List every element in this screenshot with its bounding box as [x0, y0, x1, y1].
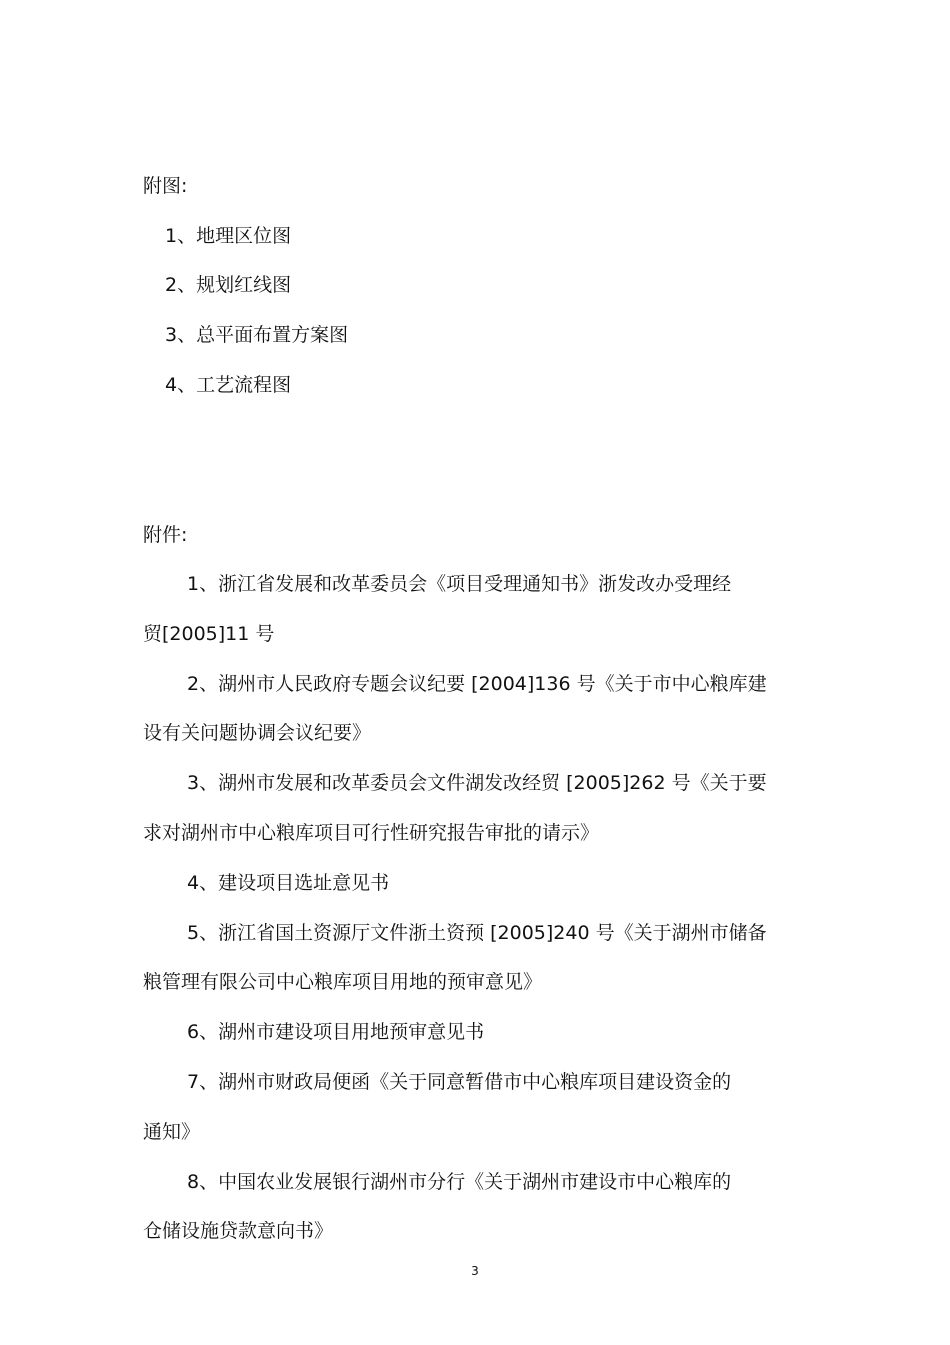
attachment-line-continued: 粮管理有限公司中心粮库项目用地的预审意见》 [143, 971, 543, 993]
attachment-line: 7、湖州市财政局便函《关于同意暂借市中心粮库项目建设资金的 [187, 1071, 732, 1093]
page-number: 3 [471, 1264, 479, 1278]
figure-item-1: 1、地理区位图 [165, 225, 292, 247]
attachment-line: 3、湖州市发展和改革委员会文件湖发改经贸 [2005]262 号《关于要 [187, 772, 767, 794]
attachment-line-continued: 设有关问题协调会议纪要》 [143, 722, 372, 744]
attachment-line: 1、浙江省发展和改革委员会《项目受理通知书》浙发改办受理经 [187, 573, 732, 595]
attachment-line: 4、建设项目选址意见书 [187, 872, 390, 894]
attachment-line: 5、浙江省国土资源厅文件浙土资预 [2005]240 号《关于湖州市储备 [187, 922, 767, 944]
attachment-line-continued: 贸[2005]11 号 [143, 623, 275, 645]
figures-heading: 附图: [143, 175, 188, 197]
attachment-line-continued: 通知》 [143, 1121, 201, 1143]
figure-item-4: 4、工艺流程图 [165, 374, 292, 396]
attachment-line: 2、湖州市人民政府专题会议纪要 [2004]136 号《关于市中心粮库建 [187, 673, 767, 695]
attachment-line-continued: 仓储设施贷款意向书》 [143, 1220, 334, 1242]
attachment-line: 6、湖州市建设项目用地预审意见书 [187, 1021, 485, 1043]
figure-item-3: 3、总平面布置方案图 [165, 324, 349, 346]
figure-item-2: 2、规划红线图 [165, 274, 292, 296]
attachments-heading: 附件: [143, 524, 188, 546]
attachment-line: 8、中国农业发展银行湖州市分行《关于湖州市建设市中心粮库的 [187, 1171, 732, 1193]
attachment-line-continued: 求对湖州市中心粮库项目可行性研究报告审批的请示》 [143, 822, 600, 844]
